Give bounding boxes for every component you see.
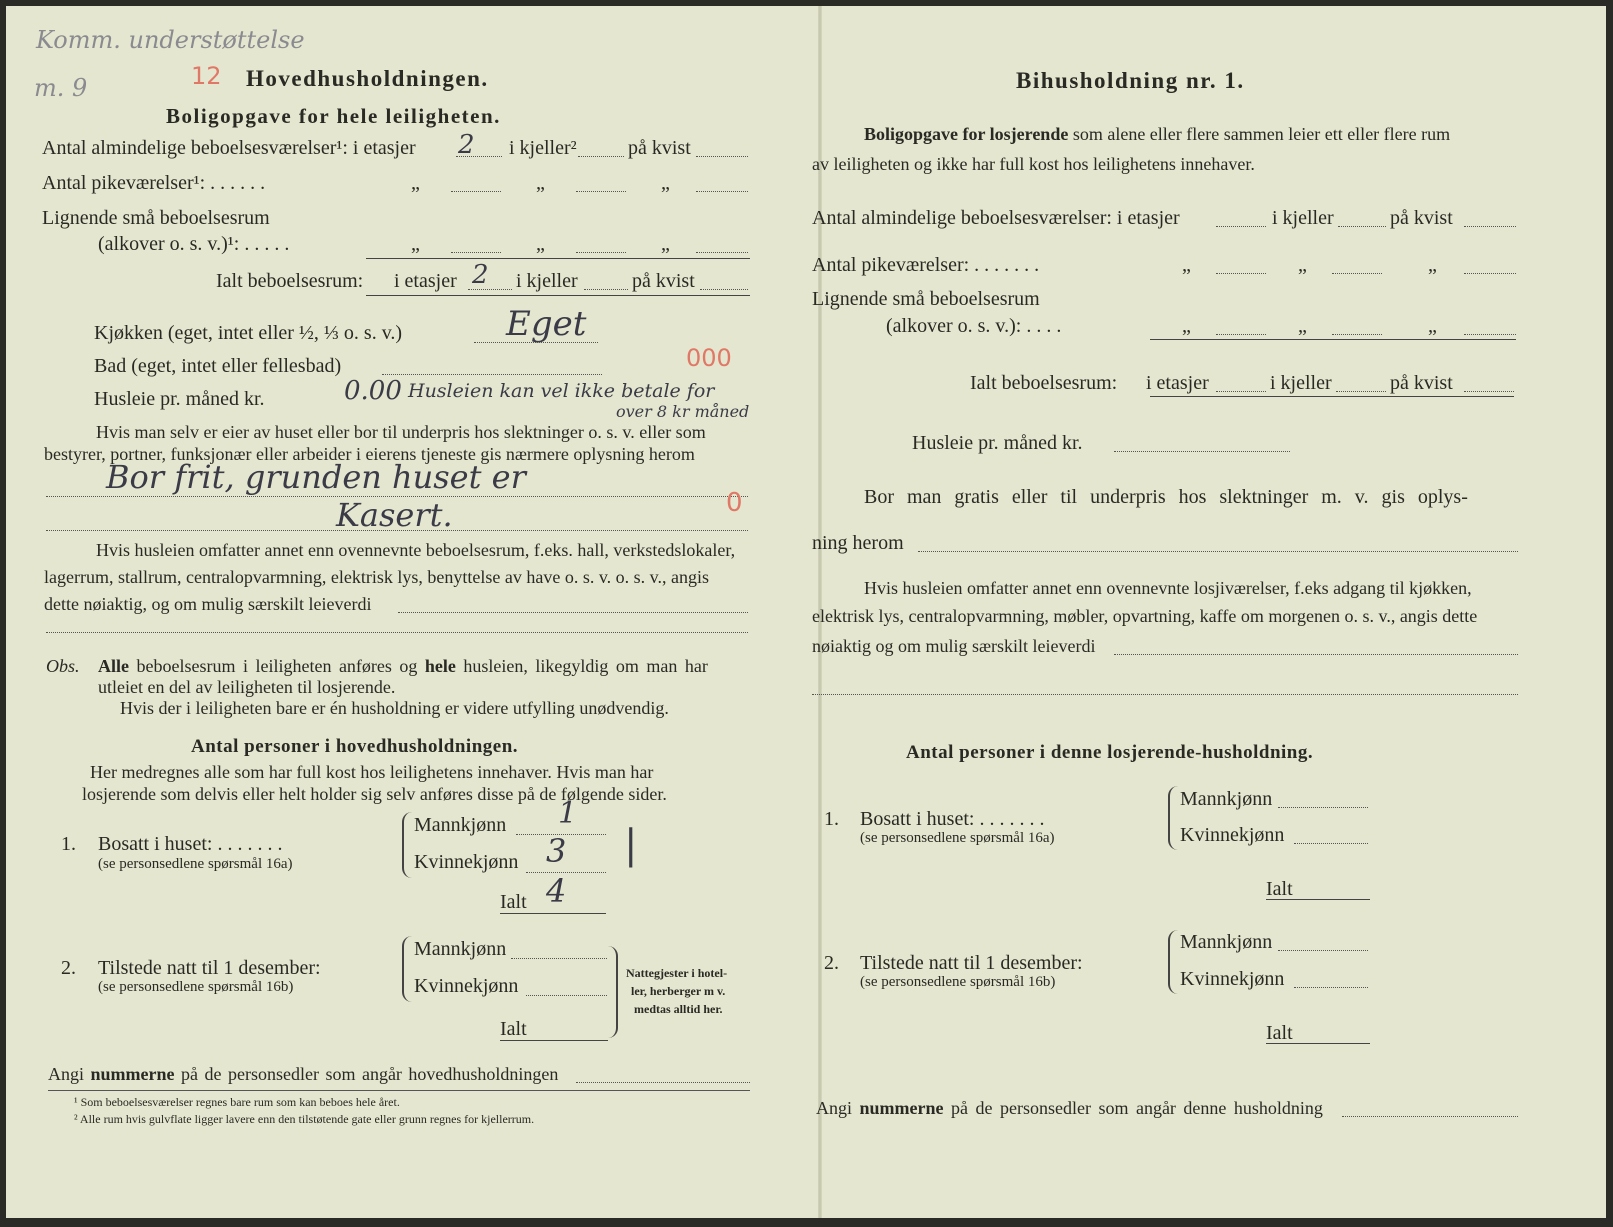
lodger-resident-male-label: Mannkjønn <box>1180 788 1273 810</box>
owner-handwritten-line1: Bor frit, grunden huset er <box>106 458 526 496</box>
lodger-alcoves-label: (alkover o. s. v.): . . . . <box>886 315 1062 337</box>
rent-includes-line1: Hvis husleien omfatter annet enn ovennevnte beboelsesrum, f.eks. hall, verkstedslokaler, <box>96 540 736 560</box>
regular-rooms-label: Antal almindelige beboelsesværelser¹: i etasjer <box>42 137 416 159</box>
maid-rooms-label: Antal pikeværelser¹: . . . . . . <box>42 172 266 194</box>
main-resident-sub: (se personsedlene spørsmål 16a) <box>98 856 293 872</box>
lodger-free-line2: ning herom <box>812 532 904 554</box>
lodger-resident-label: Bosatt i huset: . . . . . . . <box>860 808 1045 830</box>
census-form-sheet: Komm. understøttelse m. 9 12 Hovedhusholdningen. Boligopgave for hele leiligheten. Antal almindelige beboelsesværelser¹: i etasjer 2 i kjeller² på kvist Antal pikeværelser¹: . . . . . . „ „ „ Lignende små beboelsesrum (alkover o. s. v.)¹: . . . . . „ „ „ Ialt beboelsesrum: i etasjer 2 i kjeller på kvist Kjøkken (eget, intet eller ½, ⅓ o. s. v.) Eget Bad (eget, intet eller fellesbad) 000 Husleie pr. måned kr. 0.00 Husleien kan vel ikke betale for over 8 kr måned Hvis man selv er eier av huset eller bor til underpris hos slektninger o. s. v. eller som bestyrer, portner, funksjonær eller arbeider i eierens tjeneste gis nærmere oplysning herom Bor frit, grunden huset er Kasert. 0 Hvis husleien omfatter annet enn ovennevnte beboelsesrum, f.eks. hall, verkstedslokaler, lagerrum, stallrum, centralopvarmning, elektrisk lys, benyttelse av have o. s. v. o. s. v., angis dette nøiaktig, og om mulig særskilt leieverdi Obs. Alle beboelsesrum i leiligheten anføres og hele husleien, likegyldig om man har utleiet en del av leiligheten til losjerende. Hvis der i leiligheten bare er én husholdning er videre utfylling unødvendig. Antal personer i hovedhusholdningen. Her medregnes alle som har full kost hos leilighetens innehaver. Hvis man har losjerende som delvis eller helt holder sig selv anføres disse på de følgende sider. 1. Bosatt i huset: . . . . . . . (se personsedlene spørsmål 16a) Mannkjønn 1 Kvinnekjønn 3 | Ialt 4 2. Tilstede natt til 1 desember: (se personsedlene spørsmål 16b) Mannkjønn Kvinnekjønn Ialt Nattegjester i hotel- ler, herberger m v. medtas alltid her. Angi nummerne på de personsedler som angår hovedhusholdningen ¹ Som beboelsesværelser regnes bare rum som kan beboes hele året. ² Alle rum hvis gulvflate ligger lavere enn den tilstøtende gate eller grunn regnes for kjellerrum. Bihusholdning nr. 1. Boligopgave for losjerende som alene eller flere sammen leier ett eller flere rum av leiligheten og ikke har full kost hos leilighetens innehaver. Antal almindelige beboelsesværelser: i etasjer i kjeller på kvist Antal pikeværelser: . . . . . . . „ „ „ Lignende små beboelsesrum (alkover o. s. v.): . . . . „ „ „ Ialt beboelsesrum: i etasjer i kjeller på kvist Husleie pr. måned kr. Bor man gratis eller til underpris hos slektninger m. v. gis oplys- ning herom Hvis husleien omfatter annet enn ovennevnte losjiværelser, f.eks adgang til kjøkken, elektrisk lys, centralopvarmning, møbler, opvartning, kaffe om morgenen o. s. v., angis dette nøiaktig og om mulig særskilt leieverdi Antal personer i denne losjerende-husholdning. 1. Bosatt i huset: . . . . . . . (se personsedlene spørsmål 16a) Mannkjønn Kvinnekjønn Ialt 2. Tilstede natt til 1 desember: (se personsedlene spørsmål 16b) Mannkjønn Kvinnekjønn Ialt Angi nummerne på de personsedler som angår denne husholdning <box>6 6 1606 1218</box>
lodger-similar-rooms-label: Lignende små beboelsesrum <box>812 288 1040 310</box>
lodger-resident-total-label: Ialt <box>1266 878 1293 900</box>
lodger-present-total-label: Ialt <box>1266 1022 1293 1044</box>
main-resident-total-value: 4 <box>546 872 567 910</box>
main-present-sub: (se personsedlene spørsmål 16b) <box>98 979 294 995</box>
main-persons-title: Antal personer i hovedhusholdningen. <box>191 736 519 757</box>
kitchen-value: Eget <box>506 304 587 344</box>
overnight-guests-note1: Nattegjester i hotel- <box>626 966 728 980</box>
lodger-total-rooms-label: Ialt beboelsesrum: <box>970 372 1118 394</box>
regular-rooms-attic-label: på kvist <box>628 137 691 159</box>
owner-red-annotation: 0 <box>726 488 743 518</box>
regular-rooms-floors-value: 2 <box>458 130 475 160</box>
main-present-female-label: Kvinnekjønn <box>414 975 519 997</box>
lodger-maid-rooms-label: Antal pikeværelser: . . . . . . . <box>812 254 1040 276</box>
rent-includes-line3: dette nøiaktig, og om mulig særskilt leieverdi <box>44 594 372 614</box>
owner-instruction-line2: bestyrer, portner, funksjonær eller arbeider i eierens tjeneste gis nærmere oplysning herom <box>44 444 695 464</box>
footnote-2: ² Alle rum hvis gulvflate ligger lavere enn den tilstøtende gate eller grunn regnes for kjellerrum. <box>74 1112 535 1126</box>
lodger-rent-includes-line2: elektrisk lys, centralopvarmning, møbler, opvartning, kaffe om morgenen o. s. v., angis dette <box>812 606 1478 626</box>
lodger-present-male-label: Mannkjønn <box>1180 931 1273 953</box>
main-numbers-line: Angi nummerne på de personsedler som angår hovedhusholdningen <box>48 1064 559 1084</box>
main-persons-text1: Her medregnes alle som har full kost hos leilighetens innehaver. Hvis man har <box>90 762 654 782</box>
main-resident-male-label: Mannkjønn <box>414 814 507 836</box>
main-resident-male-value: 1 <box>558 796 578 831</box>
main-resident-female-label: Kvinnekjønn <box>414 851 519 873</box>
lodger-free-line1: Bor man gratis eller til underpris hos slektninger m. v. gis oplys- <box>864 486 1468 508</box>
similar-rooms-label: Lignende små beboelsesrum <box>42 207 270 229</box>
handwritten-annotation-top: Komm. understøttelse <box>36 26 305 54</box>
main-present-label: Tilstede natt til 1 desember: <box>98 957 321 979</box>
rent-includes-line2: lagerrum, stallrum, centralopvarmning, elektrisk lys, benyttelse av have o. s. v. o. s. v., angis <box>44 567 710 587</box>
owner-instruction-line1: Hvis man selv er eier av huset eller bor til underpris hos slektninger o. s. v. eller som <box>96 422 706 442</box>
overnight-guests-note2: ler, herberger m v. <box>631 984 726 998</box>
lodger-resident-female-label: Kvinnekjønn <box>1180 824 1285 846</box>
alcoves-label: (alkover o. s. v.)¹: . . . . . <box>98 233 290 255</box>
owner-handwritten-line2: Kasert. <box>336 496 453 534</box>
lodger-regular-rooms-label: Antal almindelige beboelsesværelser: i etasjer <box>812 207 1180 229</box>
main-persons-text2: losjerende som delvis eller helt holder sig selv anføres disse på de følgende sider. <box>82 784 667 804</box>
main-household-title: Hovedhusholdningen. <box>246 66 489 91</box>
lodger-present-label: Tilstede natt til 1 desember: <box>860 952 1083 974</box>
obs-line1: Alle beboelsesrum i leiligheten anføres og hele husleien, likegyldig om man har <box>98 656 708 676</box>
rent-label: Husleie pr. måned kr. <box>94 388 265 410</box>
rent-handwritten-note: Husleien kan vel ikke betale for <box>408 380 715 402</box>
lodger-resident-sub: (se personsedlene spørsmål 16a) <box>860 830 1055 846</box>
obs-label: Obs. <box>46 656 80 676</box>
obs-line3: Hvis der i leiligheten bare er én husholdning er videre utfylling unødvendig. <box>120 698 669 718</box>
lodger-rent-label: Husleie pr. måned kr. <box>912 432 1083 454</box>
obs-line2: utleiet en del av leiligheten til losjerende. <box>98 677 396 697</box>
rent-handwritten-note-2: over 8 kr måned <box>616 402 750 421</box>
overnight-guests-note3: medtas alltid her. <box>634 1002 723 1016</box>
rent-value: 0.00 <box>344 376 402 406</box>
footnote-1: ¹ Som beboelsesværelser regnes bare rum som kan beboes hele året. <box>74 1095 400 1109</box>
lodger-numbers-line: Angi nummerne på de personsedler som angår denne husholdning <box>816 1098 1323 1118</box>
main-resident-female-value: 3 <box>546 832 567 870</box>
lodger-rent-includes-line1: Hvis husleien omfatter annet enn ovennevnte losjiværelser, f.eks adgang til kjøkken, <box>864 578 1472 598</box>
main-resident-label: Bosatt i huset: . . . . . . . <box>98 833 283 855</box>
lodger-rent-includes-line3: nøiaktig og om mulig særskilt leieverdi <box>812 636 1096 656</box>
sub-household-title: Bihusholdning nr. 1. <box>1016 68 1245 93</box>
red-annotation-number: 12 <box>191 62 222 90</box>
total-rooms-label: Ialt beboelsesrum: <box>216 270 364 292</box>
lodger-intro-line2: av leiligheten og ikke har full kost hos leilighetens innehaver. <box>812 154 1255 174</box>
bath-label: Bad (eget, intet eller fellesbad) <box>94 355 342 377</box>
bath-red-annotation: 000 <box>686 344 732 372</box>
lodger-persons-title: Antal personer i denne losjerende-husholdning. <box>906 742 1314 763</box>
kitchen-label: Kjøkken (eget, intet eller ½, ⅓ o. s. v.) <box>94 322 403 344</box>
main-household-subtitle: Boligopgave for hele leiligheten. <box>166 104 501 128</box>
main-present-male-label: Mannkjønn <box>414 938 507 960</box>
total-rooms-floors-value: 2 <box>472 260 489 290</box>
regular-rooms-basement-label: i kjeller² <box>509 137 577 159</box>
lodger-present-female-label: Kvinnekjønn <box>1180 968 1285 990</box>
main-present-total-label: Ialt <box>500 1018 527 1040</box>
main-resident-total-label: Ialt <box>500 891 527 913</box>
lodger-present-sub: (se personsedlene spørsmål 16b) <box>860 974 1056 990</box>
handwritten-annotation-m: m. 9 <box>34 74 88 102</box>
lodger-intro-line1: Boligopgave for losjerende som alene eller flere sammen leier ett eller flere rum <box>864 124 1451 144</box>
